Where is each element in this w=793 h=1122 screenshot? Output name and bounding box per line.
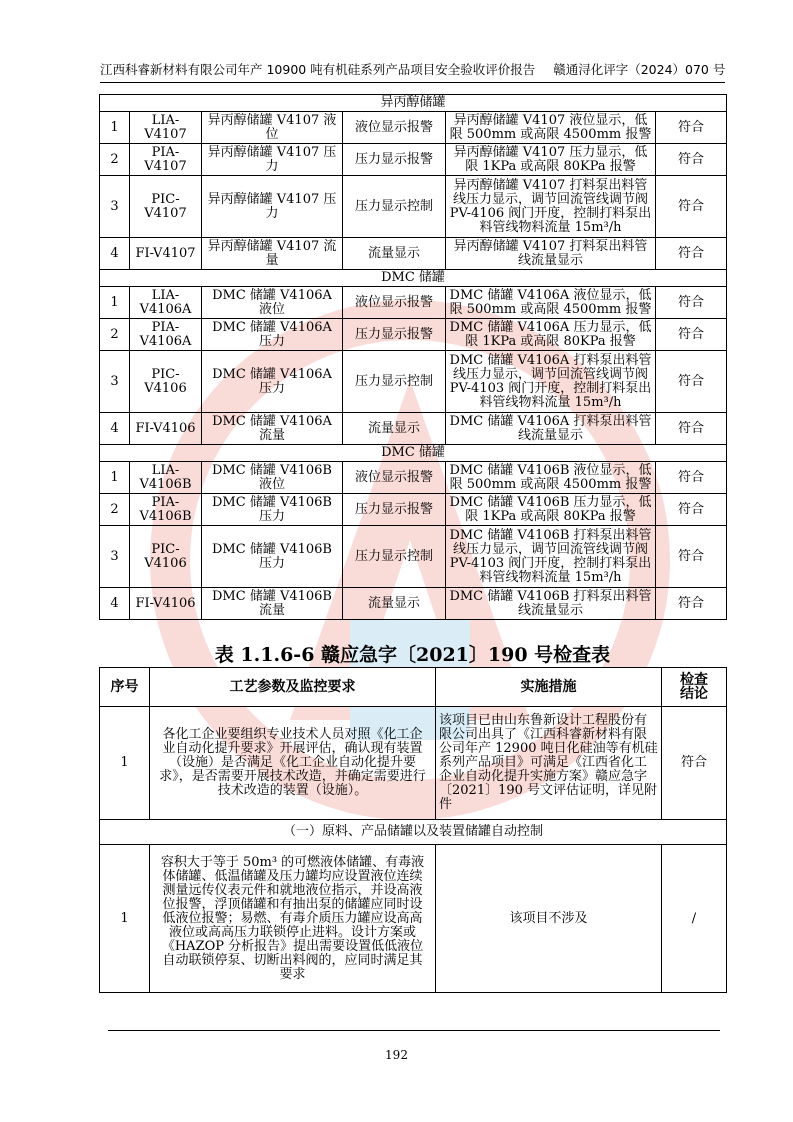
table-row [100, 112, 727, 144]
row-description: DMC 储罐 V4106A 液位显示，低限 500mm 或高限 4500mm 报警 [446, 287, 656, 319]
row-no: 1 [100, 707, 150, 820]
row-tag: FI-V4106 [130, 413, 202, 445]
row-description: 异丙醇储罐 V4107 压力显示，低限 1KPa 或高限 80KPa 报警 [446, 144, 656, 176]
group-title: DMC 储罐 [100, 270, 727, 287]
header-result: 检查结论 [662, 668, 727, 707]
row-tag: PIC-V4106 [130, 526, 202, 588]
group-header-row [100, 445, 727, 462]
table-row [100, 526, 727, 588]
row-parameter: DMC 储罐 V4106A 压力 [202, 351, 343, 413]
row-function: 流量显示 [343, 588, 446, 620]
row-result: 符合 [656, 494, 727, 526]
row-parameter: 异丙醇储罐 V4107 压力 [202, 144, 343, 176]
table-row [100, 707, 727, 820]
row-description: DMC 储罐 V4106A 打料泵出料管线压力显示，调节回流管线调节阀 PV-4103 阀门开度，控制打料泵出料管线物料流量 15m³/h [446, 351, 656, 413]
row-result: 符合 [656, 319, 727, 351]
row-tag: PIC-V4106 [130, 351, 202, 413]
row-function: 压力显示控制 [343, 176, 446, 238]
row-parameter: DMC 储罐 V4106B 液位 [202, 462, 343, 494]
row-parameter: DMC 储罐 V4106B 压力 [202, 526, 343, 588]
row-function: 液位显示报警 [343, 462, 446, 494]
header-title: 江西科睿新材料有限公司年产 10900 吨有机硅系列产品项目安全验收评价报告 [100, 62, 536, 77]
table-row [100, 462, 727, 494]
row-parameter: DMC 储罐 V4106B 压力 [202, 494, 343, 526]
row-requirement: 各化工企业要组织专业技术人员对照《化工企业自动化提升要求》开展评估，确认现有装置（设施）是否满足《化工企业自动化提升要求》，是否需要开展技术改造，并确定需要进行技术改造的装置（设施）。 [150, 707, 436, 820]
row-no: 2 [100, 319, 130, 351]
row-description: 异丙醇储罐 V4107 打料泵出料管线压力显示，调节回流管线调节阀 PV-4106 阀门开度，控制打料泵出料管线物料流量 15m³/h [446, 176, 656, 238]
row-no: 3 [100, 351, 130, 413]
table-row [100, 238, 727, 270]
row-tag: PIA-V4106B [130, 494, 202, 526]
row-function: 流量显示 [343, 238, 446, 270]
section-title: （一）原料、产品储罐以及装置储罐自动控制 [100, 820, 727, 845]
row-result: 符合 [656, 588, 727, 620]
row-tag: LIA-V4106A [130, 287, 202, 319]
row-function: 液位显示报警 [343, 112, 446, 144]
row-no: 4 [100, 238, 130, 270]
table-row [100, 845, 727, 993]
row-description: DMC 储罐 V4106B 打料泵出料管线流量显示 [446, 588, 656, 620]
header-no: 序号 [100, 668, 150, 707]
table-title: 表 1.1.6-6 赣应急字〔2021〕190 号检查表 [214, 644, 611, 666]
row-function: 压力显示报警 [343, 144, 446, 176]
footer-divider [108, 1030, 720, 1031]
instrument-table [99, 94, 727, 620]
row-no: 3 [100, 526, 130, 588]
group-header-row [100, 270, 727, 287]
checklist-table [99, 667, 727, 993]
group-header-row [100, 95, 727, 112]
row-description: DMC 储罐 V4106A 打料泵出料管线流量显示 [446, 413, 656, 445]
row-parameter: DMC 储罐 V4106A 液位 [202, 287, 343, 319]
group-title: 异丙醇储罐 [100, 95, 727, 112]
row-measure: 该项目已由山东鲁新设计工程股份有限公司出具了《江西科睿新材料有限公司年产 12900 吨日化硅油等有机硅系列产品项目》可满足《江西省化工企业自动化提升实施方案》赣应急字〔2021〕190 号文评估证明，详见附件 [436, 707, 662, 820]
row-description: DMC 储罐 V4106B 打料泵出料管线压力显示，调节回流管线调节阀 PV-4103 阀门开度，控制打料泵出料管线物料流量 15m³/h [446, 526, 656, 588]
row-no: 1 [100, 845, 150, 993]
row-parameter: 异丙醇储罐 V4107 液位 [202, 112, 343, 144]
page-header [100, 60, 725, 83]
row-description: 异丙醇储罐 V4107 打料泵出料管线流量显示 [446, 238, 656, 270]
row-function: 液位显示报警 [343, 287, 446, 319]
table-row [100, 494, 727, 526]
table-row [100, 413, 727, 445]
row-tag: PIA-V4107 [130, 144, 202, 176]
row-parameter: DMC 储罐 V4106B 流量 [202, 588, 343, 620]
section-row [100, 820, 727, 845]
row-function: 压力显示控制 [343, 526, 446, 588]
header-measure: 实施措施 [436, 668, 662, 707]
table-row [100, 144, 727, 176]
row-result: 符合 [656, 413, 727, 445]
row-result: / [662, 845, 727, 993]
row-no: 4 [100, 588, 130, 620]
row-description: DMC 储罐 V4106A 压力显示，低限 1KPa 或高限 80KPa 报警 [446, 319, 656, 351]
row-result: 符合 [662, 707, 727, 820]
header-ref: 赣通浔化评字（2024）070 号 [553, 62, 726, 77]
row-tag: LIA-V4107 [130, 112, 202, 144]
row-tag: PIA-V4106A [130, 319, 202, 351]
row-no: 3 [100, 176, 130, 238]
row-result: 符合 [656, 112, 727, 144]
row-no: 2 [100, 144, 130, 176]
row-description: 异丙醇储罐 V4107 液位显示，低限 500mm 或高限 4500mm 报警 [446, 112, 656, 144]
row-function: 压力显示报警 [343, 319, 446, 351]
table-row [100, 176, 727, 238]
row-no: 4 [100, 413, 130, 445]
row-function: 压力显示报警 [343, 494, 446, 526]
table-header-row [100, 668, 727, 707]
table-row [100, 588, 727, 620]
row-no: 1 [100, 462, 130, 494]
group-title: DMC 储罐 [100, 445, 727, 462]
row-function: 流量显示 [343, 413, 446, 445]
row-parameter: 异丙醇储罐 V4107 流量 [202, 238, 343, 270]
table-row [100, 287, 727, 319]
row-tag: FI-V4107 [130, 238, 202, 270]
row-parameter: DMC 储罐 V4106A 压力 [202, 319, 343, 351]
page-number: 192 [385, 1048, 408, 1062]
row-description: DMC 储罐 V4106B 液位显示，低限 500mm 或高限 4500mm 报警 [446, 462, 656, 494]
row-result: 符合 [656, 526, 727, 588]
row-no: 2 [100, 494, 130, 526]
header-requirement: 工艺参数及监控要求 [150, 668, 436, 707]
row-function: 压力显示控制 [343, 351, 446, 413]
row-tag: PIC-V4107 [130, 176, 202, 238]
row-tag: FI-V4106 [130, 588, 202, 620]
row-parameter: 异丙醇储罐 V4107 压力 [202, 176, 343, 238]
table-row [100, 319, 727, 351]
row-result: 符合 [656, 238, 727, 270]
row-requirement: 容积大于等于 50m³ 的可燃液体储罐、有毒液体储罐、低温储罐及压力罐均应设置液位连续测量远传仪表元件和就地液位指示，并设高液位报警，浮顶储罐和有抽出泵的储罐应同时设低液位报警；易燃、有毒介质压力罐应设高高液位或高高压力联锁停止进料。设计方案或《HAZOP 分析报告》提出需要设置低低液位自动联锁停泵、切断出料阀的，应同时满足其要求 [150, 845, 436, 993]
row-result: 符合 [656, 176, 727, 238]
row-no: 1 [100, 287, 130, 319]
row-result: 符合 [656, 144, 727, 176]
row-result: 符合 [656, 462, 727, 494]
row-result: 符合 [656, 351, 727, 413]
row-description: DMC 储罐 V4106B 压力显示，低限 1KPa 或高限 80KPa 报警 [446, 494, 656, 526]
row-result: 符合 [656, 287, 727, 319]
row-measure: 该项目不涉及 [436, 845, 662, 993]
table-row [100, 351, 727, 413]
row-parameter: DMC 储罐 V4106A 流量 [202, 413, 343, 445]
row-no: 1 [100, 112, 130, 144]
row-tag: LIA-V4106B [130, 462, 202, 494]
